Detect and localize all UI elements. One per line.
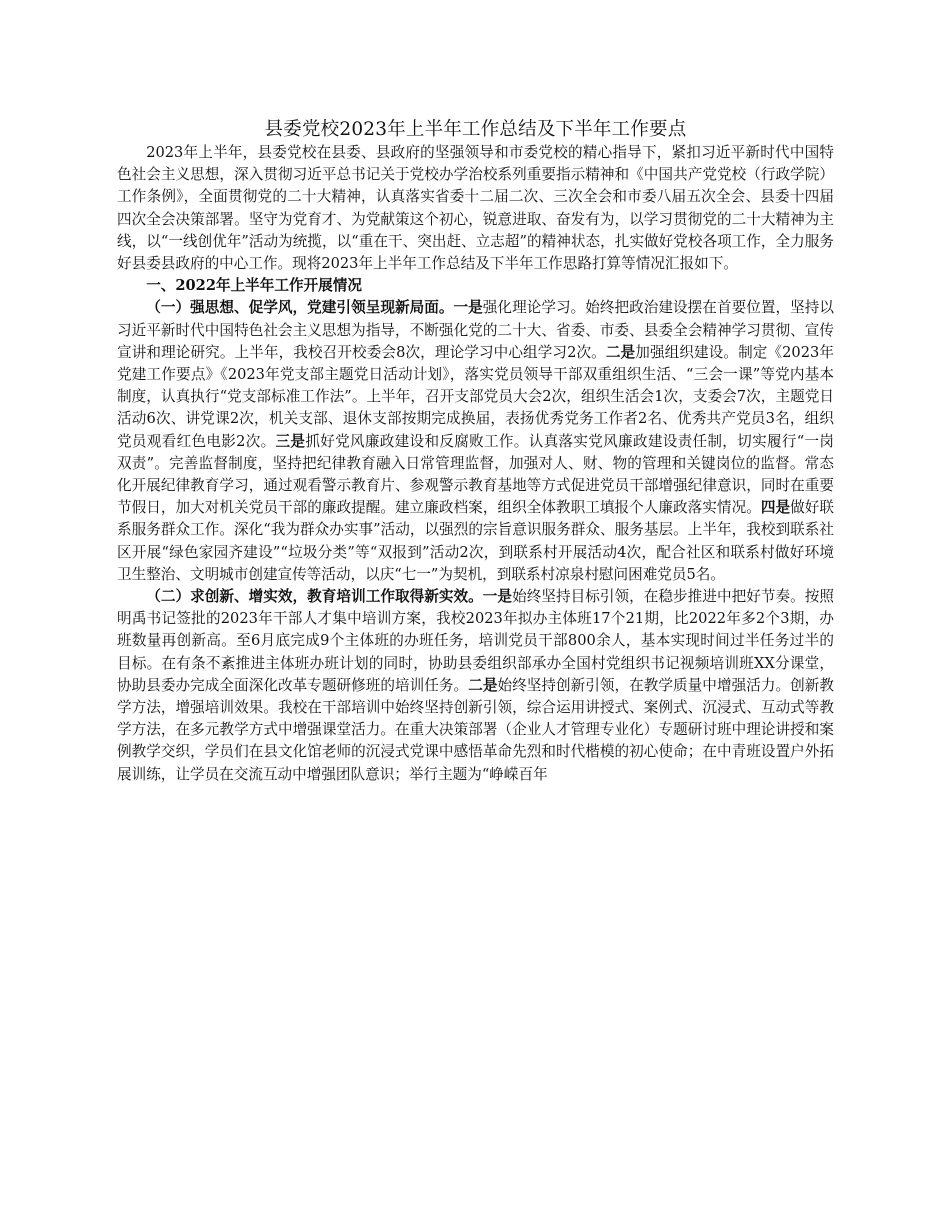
item-text: 做好联系服务群众工作。深化“我为群众办实事”活动，以强烈的宗旨意识服务群众、服务基层。上半年，我校到联系社区开展“绿色家园齐建设”“垃圾分类”等“双报到”活动2次，到联系村开展活动4次，配合社区和联系村做好环境卫生整治、文明城市创建宣传等活动，以庆“七一”为契机，到联系村凉泉村慰问困难党员5名。 (117, 499, 834, 583)
item-marker: 三是 (275, 432, 306, 450)
section-heading: 一、2022年上半年工作开展情况 (146, 277, 362, 295)
item-marker: 四是 (760, 499, 791, 517)
item-text: 始终坚持目标引领，在稳步推进中把好节奏。按照明禹书记签批的2023年干部人才集中培训方案，我校2023年拟办主体班17个21期，比2022年多2个3期，办班数量再创新高。至6月底完成9个主体班的办班任务，培训党员干部800余人，基本实现时间过半任务过半的目标。在有条不紊推进主体班办班计划的同时，协助县委组织部承办全国村党组织书记视频培训班XX分课堂，协助县委办完成全面深化改革专题研修班的培训任务。 (117, 588, 834, 694)
subsection-lead: （二）求创新、增实效，教育培训工作取得新实效。 (146, 588, 483, 606)
item-text: 加强组织建设。制定《2023年党建工作要点》《2023年党支部主题党日活动计划》，落实党员领导干部双重组织生活、“三会一课”等党内基本制度，认真执行“党支部标准工作法”。上半年，召开支部党员大会2次，组织生活会1次，支委会7次，主题党日活动6次、讲党课2次，机关支部、退休支部按期完成换届，表扬优秀党务工作者2名、优秀共产党员3名，组织党员观看红色电影2次。 (117, 343, 834, 450)
paragraph-education-training (117, 586, 834, 786)
document-title: 县委党校2023年上半年工作总结及下半年工作要点 (264, 119, 687, 140)
item-marker: 一是 (453, 299, 483, 317)
paragraph-party-building (117, 297, 834, 586)
item-text: 抓好党风廉政建设和反腐败工作。认真落实党风廉政建设责任制，切实履行“一岗双责”。完善监督制度，坚持把纪律教育融入日常管理监督，加强对人、财、物的管理和关键岗位的监督。常态化开展纪律教育学习，通过观看警示教育片、参观警示教育基地等方式促进党员干部增强纪律意识，同时在重要节假日，加大对机关党员干部的廉政提醒。建立廉政档案，组织全体教职工填报个人廉政落实情况。 (117, 432, 834, 517)
item-marker: 二是 (605, 343, 636, 361)
subsection-lead: （一）强思想、促学风，党建引领呈现新局面。 (146, 299, 454, 317)
item-text: 强化理论学习。始终把政治建设摆在首要位置，坚持以习近平新时代中国特色社会主义思想为指导，不断强化党的二十大、省委、市委、县委全会精神学习贯彻、宣传宣讲和理论研究。上半年，我校召开校委会8次，理论学习中心组学习2次。 (117, 299, 834, 361)
item-text: 始终坚持创新引领，在教学质量中增强活力。创新教学方法，增强培训效果。我校在干部培训中始终坚持创新引领，综合运用讲授式、案例式、沉浸式、互动式等教学方法，在多元教学方式中增强课堂活力。在重大决策部署（企业人才管理专业化）专题研讨班中理论讲授和案例教学交织，学员们在县文化馆老师的沉浸式党课中感悟革命先烈和时代楷模的初心使命；在中青班设置户外拓展训练，让学员在交流互动中增强团队意识；举行主题为“峥嵘百年 (117, 676, 834, 783)
document-page (117, 118, 834, 786)
item-marker: 二是 (468, 676, 498, 694)
item-marker: 一是 (482, 588, 513, 606)
intro-paragraph: 2023年上半年，县委党校在县委、县政府的坚强领导和市委党校的精心指导下，紧扣习近平新时代中国特色社会主义思想，深入贯彻习近平总书记关于党校办学治校系列重要指示精神和《中国共产党党校（行政学院）工作条例》，全面贯彻党的二十大精神，认真落实省委十二届二次、三次全会和市委八届五次全会、县委十四届四次全会决策部署。坚守为党育才、为党献策这个初心，锐意进取、奋发有为，以学习贯彻党的二十大精神为主线，以“一线创优年”活动为统揽，以“重在干、突出赶、立志超”的精神状态，扎实做好党校各项工作，全力服务好县委县政府的中心工作。现将2023年上半年工作总结及下半年工作思路打算等情况汇报如下。 (117, 144, 834, 273)
